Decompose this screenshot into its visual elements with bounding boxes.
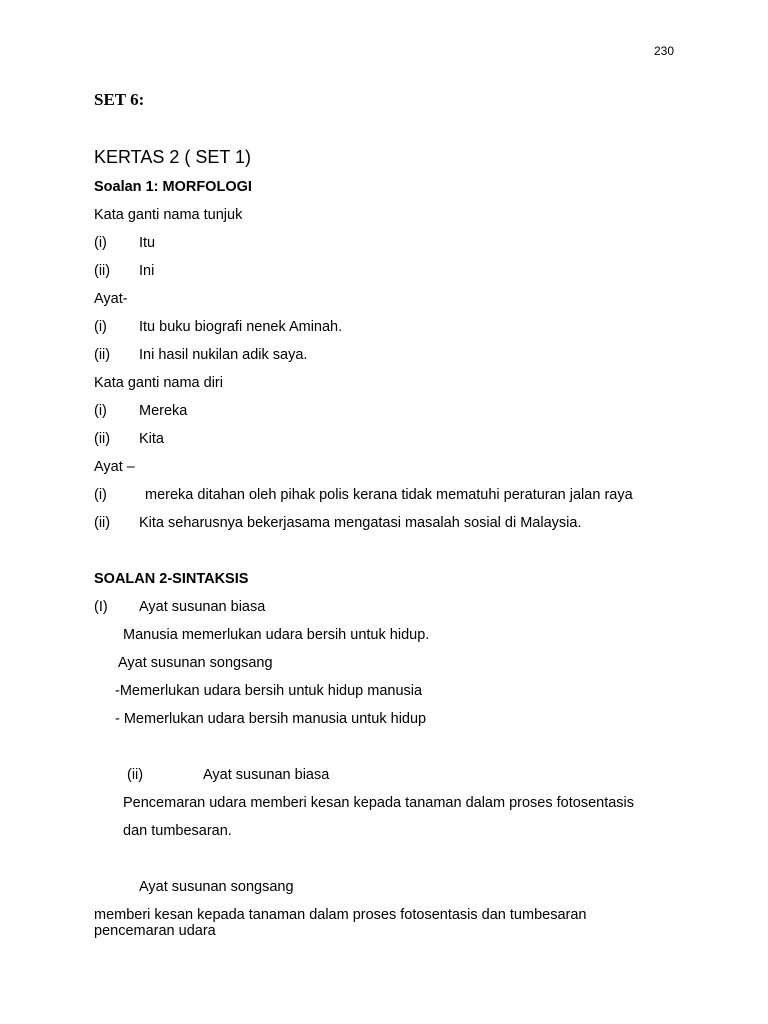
songsang-sentence: pencemaran udara [94,923,216,939]
part-num: (ii) [127,767,144,783]
ayat-label: Ayat – [94,459,135,475]
page-number: 230 [654,44,675,58]
demonstrative-label: Kata ganti nama tunjuk [94,207,243,223]
list-item-num: (ii) [94,347,111,363]
personal-label: Kata ganti nama diri [94,375,223,391]
songsang-sentence: - Memerlukan udara bersih manusia untuk hidup [115,711,427,727]
set-title: SET 6: [94,90,145,109]
list-item-text: Mereka [139,403,188,419]
list-item-text: Ini [139,263,155,279]
list-item-num: (ii) [94,263,111,279]
list-item-text: mereka ditahan oleh pihak polis kerana tidak mematuhi peraturan jalan raya [145,487,633,503]
paper-title: KERTAS 2 ( SET 1) [94,147,252,167]
q2-heading: SOALAN 2-SINTAKSIS [94,571,249,587]
list-item-num: (ii) [94,515,111,531]
part-label: Ayat susunan biasa [139,599,266,615]
list-item-text: Kita [139,431,164,447]
songsang-label: Ayat susunan songsang [139,879,294,895]
sentence: Pencemaran udara memberi kesan kepada tanaman dalam proses fotosentasis [123,795,635,811]
sentence: dan tumbesaran. [123,823,232,839]
songsang-label: Ayat susunan songsang [118,655,273,671]
list-item-num: (i) [94,403,107,419]
list-item-num: (i) [94,235,107,251]
ayat-label: Ayat- [94,291,128,307]
list-item-num: (i) [94,487,107,503]
list-item-text: Ini hasil nukilan adik saya. [139,347,308,363]
list-item-text: Itu [139,235,156,251]
list-item-num: (ii) [94,431,111,447]
part-label: Ayat susunan biasa [203,767,330,783]
list-item-text: Kita seharusnya bekerjasama mengatasi masalah sosial di Malaysia. [139,515,582,531]
list-item-text: Itu buku biografi nenek Aminah. [139,319,343,335]
list-item-num: (i) [94,319,107,335]
q1-heading: Soalan 1: MORFOLOGI [94,179,252,195]
songsang-sentence: memberi kesan kepada tanaman dalam proses fotosentasis dan tumbesaran [94,907,587,923]
songsang-sentence: -Memerlukan udara bersih untuk hidup manusia [115,683,423,699]
sentence: Manusia memerlukan udara bersih untuk hidup. [123,627,430,643]
part-num: (I) [94,599,108,615]
